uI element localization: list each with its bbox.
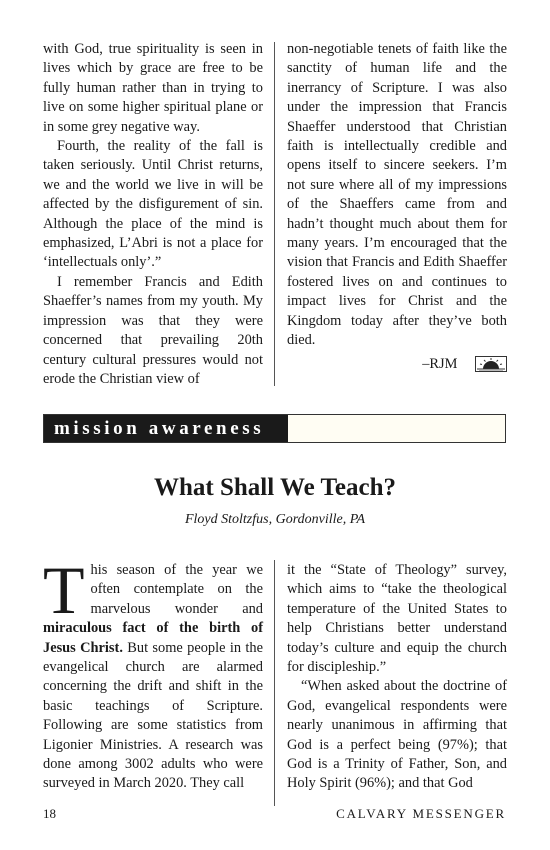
signature-row — [287, 355, 507, 374]
article-right-column — [287, 561, 507, 794]
top-left-column — [43, 40, 263, 389]
sunrise-ornament-icon — [475, 356, 507, 372]
article-left-column — [43, 552, 264, 794]
paragraph: it the “State of Theology” survey, which aims to “take the theological temperature of the United States to help Christians better understand today’s culture and equip the church for discipleship.” — [287, 562, 507, 676]
publication-title: CALVARY MESSENGER — [336, 806, 506, 821]
section-banner — [43, 414, 506, 443]
page-number: 18 — [43, 806, 56, 821]
section-banner-label: mission awareness — [44, 415, 288, 442]
article-byline: Floyd Stoltzfus, Gordonville, PA — [184, 512, 366, 527]
article-title: What Shall We Teach? — [154, 474, 396, 501]
paragraph: non-negotiable tenets of faith like the sanctity of human life and the inerrancy of Scripture. I was also under the impression that Francis Shaeffer understood that Christian faith is intellectually credible and opens itself to sincere seekers. I’m not sure where all of my impressions of the Shaeffers came from and hadn’t thought much about them for many years. I’m encouraged that the vision that Francis and Edith Shaeffer fostered lives on and continues to impact lives for Christ and the Kingdom today after they’ve both died. — [287, 41, 507, 349]
column-divider — [274, 560, 275, 806]
body-text: But some people in the evangelical church are alarmed concerning the drift and shift in the basic teachings of Scripture. Following are some statistics from Ligonier Ministries. A research was done among 3002 adults who were surveyed in March 2020. They call — [43, 639, 264, 792]
column-divider — [274, 42, 275, 386]
emphasized-text: miraculous fact of the birth of Jesus Christ. — [43, 620, 263, 656]
paragraph — [43, 552, 264, 794]
author-signature: –RJM — [422, 355, 458, 372]
intro-text: his season of the year we often contemplate on the marvelous wonder and — [90, 562, 263, 617]
paragraph: with God, true spirituality is seen in lives which by grace are free to be fully human rather than in trying to live on some higher spiritual plane or in some grey negative way. — [43, 41, 263, 135]
paragraph: I remember Francis and Edith Shaeffer’s names from my youth. My impression was that they were concerned that prevailing 20th century cultural pressures would not erode the Christian view of — [43, 273, 263, 387]
drop-cap: T — [43, 552, 85, 628]
paragraph: “When asked about the doctrine of God, evangelical respondents were nearly unanimous in affirming that God is a perfect being (97%); that God is a Trinity of Father, Son, and Holy Spirit (96%); and that God — [287, 678, 507, 792]
paragraph: Fourth, the reality of the fall is taken seriously. Until Christ returns, we and the world we live in will be affected by the disfigurement of sin. Although the place of the mind is emphasized, L’Abri is not a place for ‘intellectuals only’.” — [43, 138, 263, 271]
top-right-column — [287, 40, 507, 374]
